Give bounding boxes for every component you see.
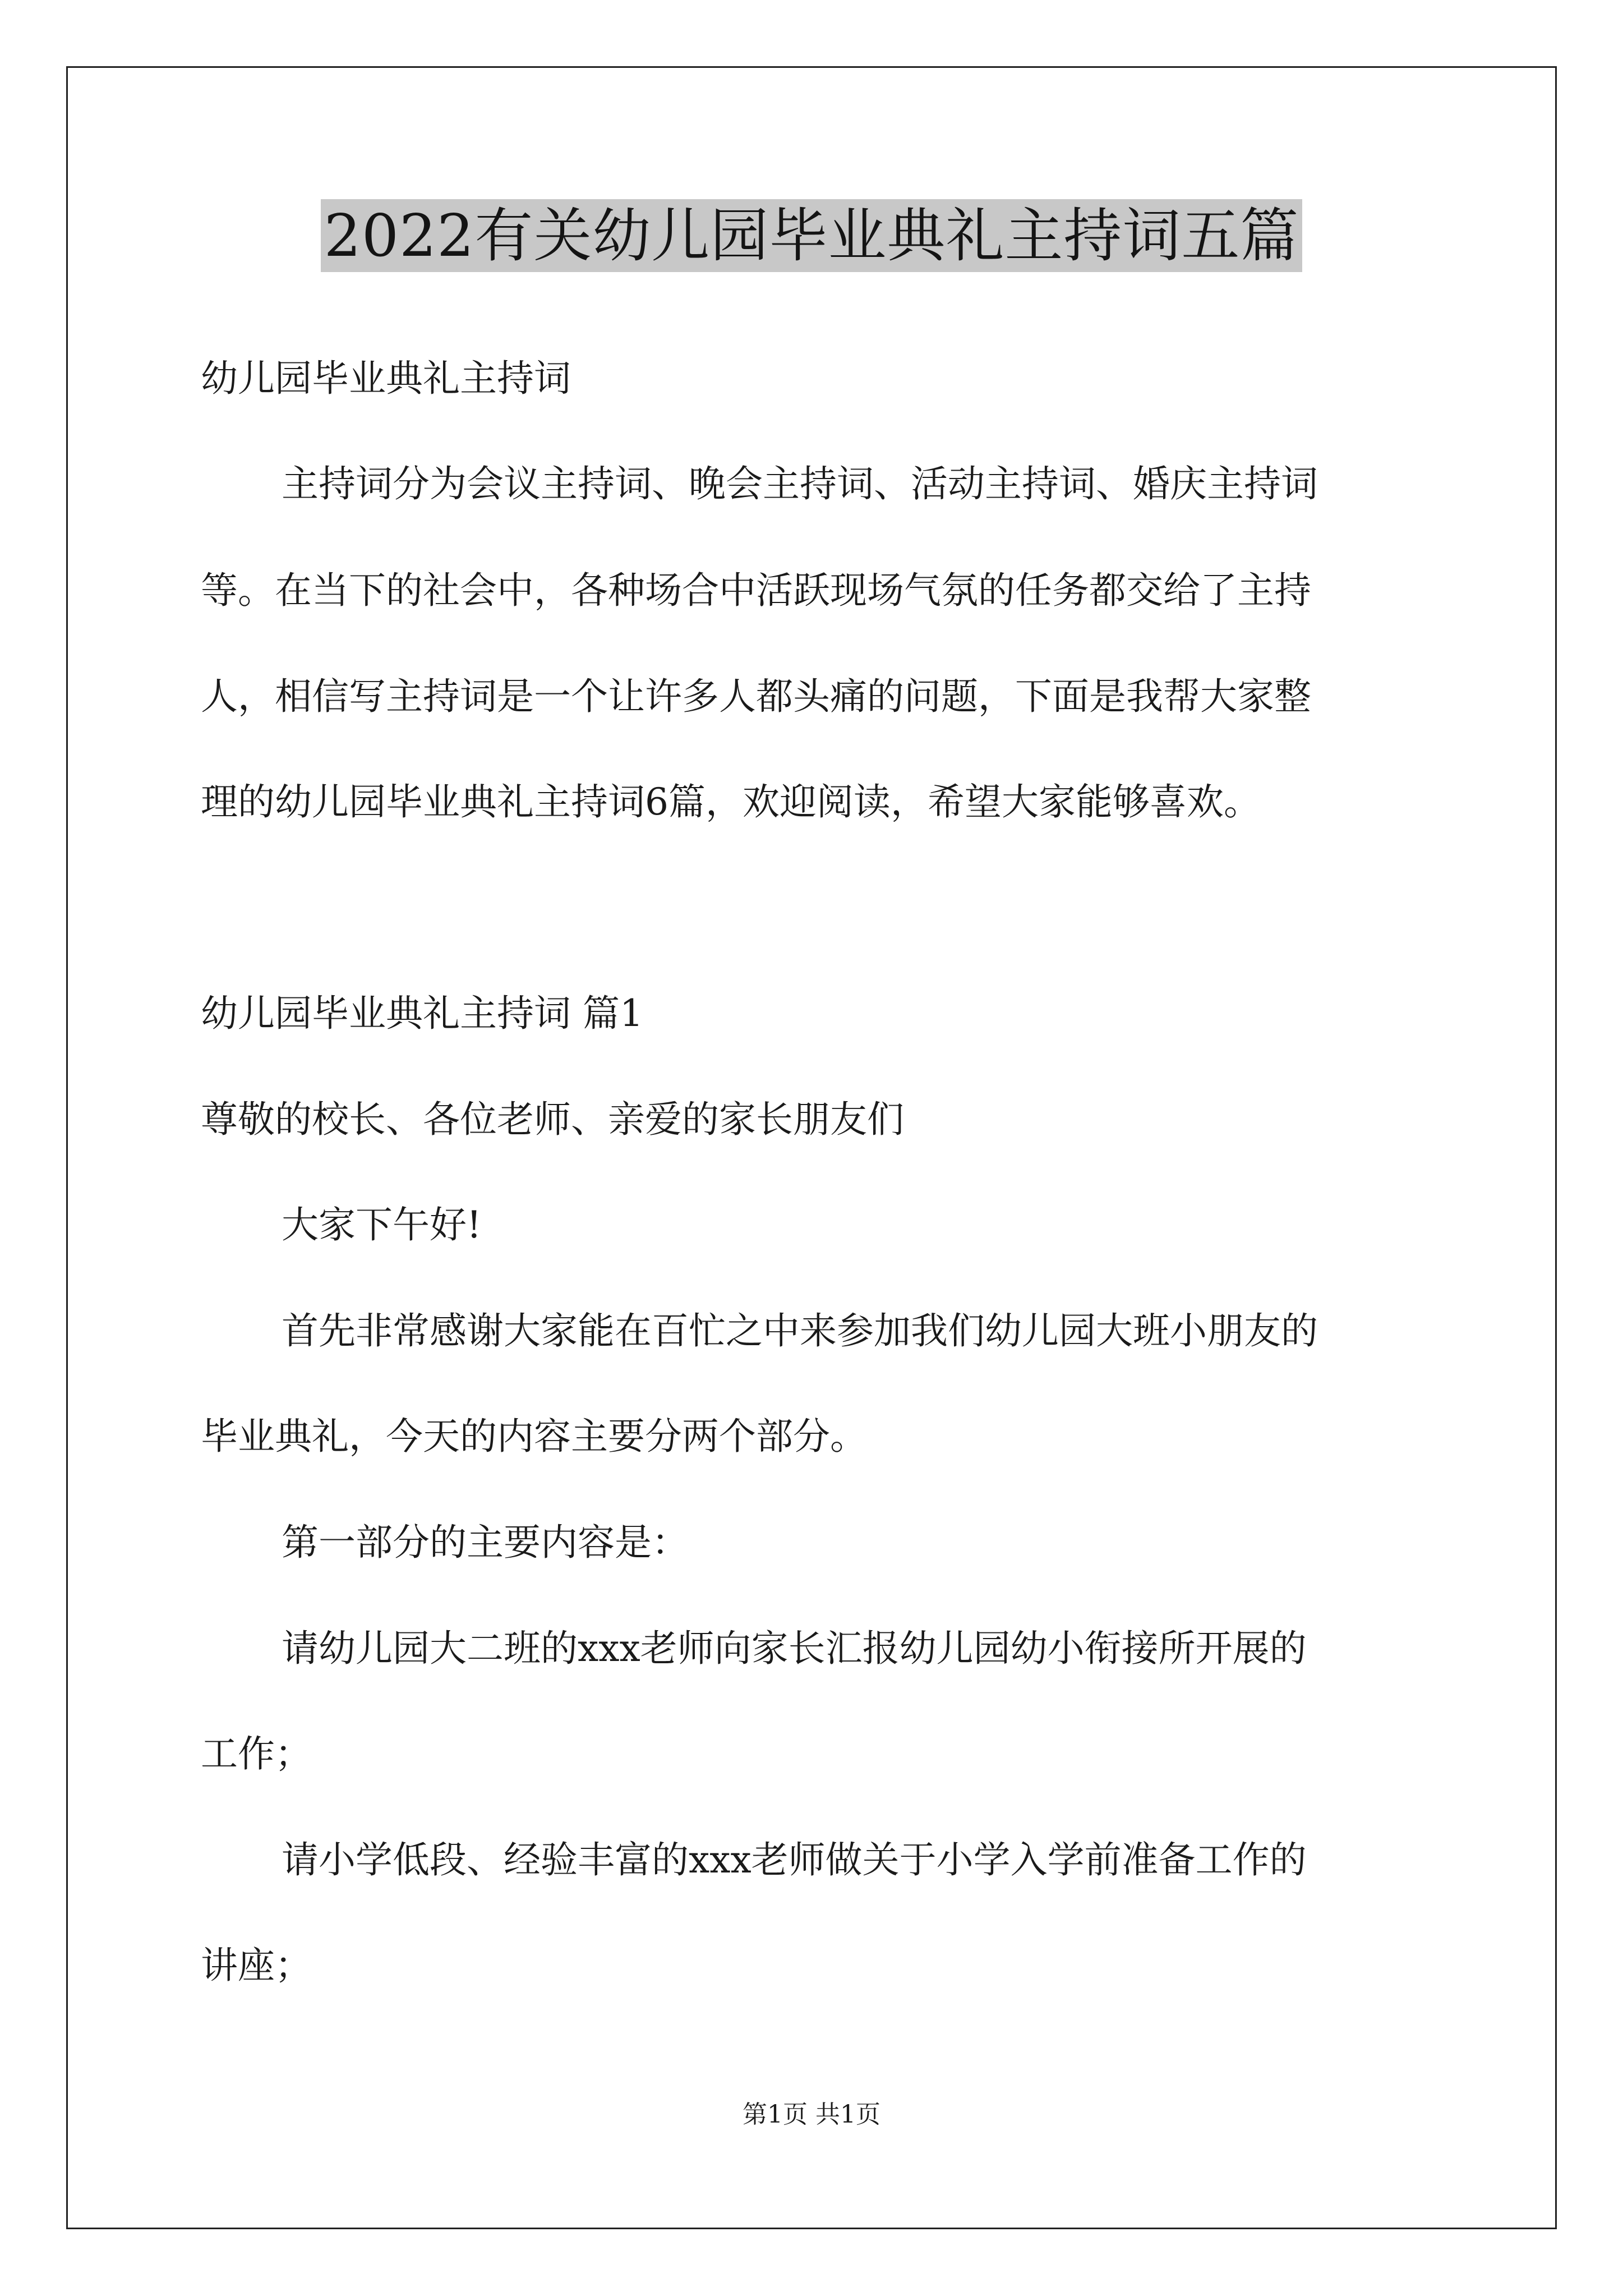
document-title: 2022有关幼儿园毕业典礼主持词五篇 [321, 199, 1303, 272]
paragraph-line: 请幼儿园大二班的xxx老师向家长汇报幼儿园幼小衔接所开展的 [282, 1627, 1307, 1670]
paragraph-line: 主持词分为会议主持词、晚会主持词、活动主持词、婚庆主持词 [282, 462, 1318, 505]
paragraph-line: 毕业典礼，今天的内容主要分两个部分。 [201, 1415, 867, 1458]
paragraph-line: 讲座； [201, 1944, 312, 1987]
paragraph-line: 等。在当下的社会中，各种场合中活跃现场气氛的任务都交给了主持 [201, 569, 1311, 612]
paragraph-line: 首先非常感谢大家能在百忙之中来参加我们幼儿园大班小朋友的 [282, 1309, 1318, 1352]
section-heading: 幼儿园毕业典礼主持词 篇1 [201, 992, 643, 1035]
page-footer: 第1页 共1页 [743, 2100, 880, 2129]
title-container [0, 199, 1623, 272]
paragraph-line: 请小学低段、经验丰富的xxx老师做关于小学入学前准备工作的 [282, 1838, 1307, 1881]
paragraph-line: 第一部分的主要内容是： [282, 1521, 689, 1564]
paragraph-line: 理的幼儿园毕业典礼主持词6篇，欢迎阅读，希望大家能够喜欢。 [201, 780, 1261, 823]
paragraph-line: 人，相信写主持词是一个让许多人都头痛的问题，下面是我帮大家整 [201, 675, 1311, 718]
paragraph-line: 工作； [201, 1732, 312, 1775]
paragraph-line: 尊敬的校长、各位老师、亲爱的家长朋友们 [201, 1098, 904, 1141]
paragraph-line: 大家下午好! [282, 1203, 482, 1246]
paragraph-line: 幼儿园毕业典礼主持词 [201, 357, 571, 400]
